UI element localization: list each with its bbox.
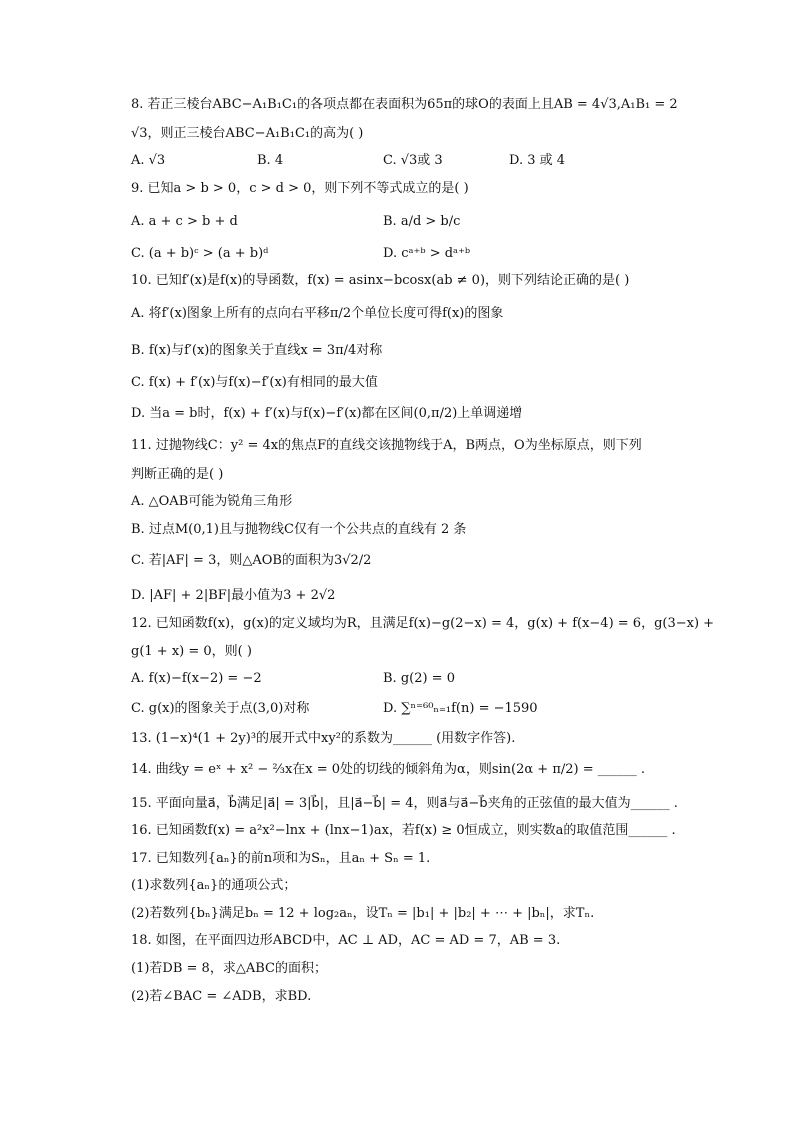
q11-stem-line2: 判断正确的是( ) xyxy=(131,467,224,482)
q12-option-b: B. g(2) = 0 xyxy=(383,671,455,686)
q12-option-d: D. ∑ⁿ⁼⁶⁰ₙ₌₁f(n) = −1590 xyxy=(383,701,538,716)
q16-text: 16. 已知函数f(x) = a²x²−lnx + (lnx−1)ax，若f(x) ≥ 0恒成立，则实数a的取值范围______ . xyxy=(131,823,676,838)
q8-option-b: B. 4 xyxy=(257,153,284,168)
q12-stem-line1: 12. 已知函数f(x)，g(x)的定义域均为R，且满足f(x)−g(2−x) = 4，g(x) + f(x−4) = 6，g(3−x) + xyxy=(131,616,715,631)
q10-option-c: C. f(x) + f′(x)与f(x)−f′(x)有相同的最大值 xyxy=(131,375,378,390)
q14-text: 14. 曲线y = eˣ + x² − ⅔x在x = 0处的切线的倾斜角为α，则sin(2α + π/2) = ______ . xyxy=(131,762,646,777)
q12-option-a: A. f(x)−f(x−2) = −2 xyxy=(131,671,262,686)
q8-option-c: C. √3或 3 xyxy=(383,153,443,168)
q10-option-b: B. f(x)与f′(x)的图象关于直线x = 3π/4对称 xyxy=(131,343,383,358)
q11-option-d: D. |AF| + 2|BF|最小值为3 + 2√2 xyxy=(131,588,336,603)
q11-option-b: B. 过点M(0,1)且与抛物线C仅有一个公共点的直线有 2 条 xyxy=(131,522,467,537)
q12-stem-line2: g(1 + x) = 0，则( ) xyxy=(131,644,252,659)
q17-part-1: (1)求数列{aₙ}的通项公式； xyxy=(131,878,297,893)
q17-stem: 17. 已知数列{aₙ}的前n项和为Sₙ，且aₙ + Sₙ = 1. xyxy=(131,851,431,866)
q11-stem-line1: 11. 过抛物线C：y² = 4x的焦点F的直线交该抛物线于A，B两点，O为坐标原点，则下列 xyxy=(131,438,642,453)
q8-option-a: A. √3 xyxy=(131,153,166,168)
q18-stem: 18. 如图，在平面四边形ABCD中，AC ⊥ AD，AC = AD = 7，AB = 3. xyxy=(131,933,561,948)
q11-option-a: A. △OAB可能为锐角三角形 xyxy=(131,494,293,509)
q8-option-d: D. 3 或 4 xyxy=(509,153,566,168)
q9-option-a: A. a + c > b + d xyxy=(131,214,238,229)
q15-text: 15. 平面向量a⃗，b⃗满足|a⃗| = 3|b⃗|，且|a⃗−b⃗| = 4，则a⃗与a⃗−b⃗夹角的正弦值的最大值为______ . xyxy=(131,796,678,811)
q18-part-1: (1)若DB = 8，求△ABC的面积； xyxy=(131,961,327,976)
q11-option-c: C. 若|AF| = 3，则△AOB的面积为3√2/2 xyxy=(131,553,372,568)
q17-part-2: (2)若数列{bₙ}满足bₙ = 12 + log₂aₙ，设Tₙ = |b₁| + |b₂| + ⋯ + |bₙ|，求Tₙ. xyxy=(131,906,595,921)
q10-stem: 10. 已知f′(x)是f(x)的导函数，f(x) = asinx−bcosx(ab ≠ 0)，则下列结论正确的是( ) xyxy=(131,273,630,288)
q9-option-c: C. (a + b)ᶜ > (a + b)ᵈ xyxy=(131,246,269,261)
q8-stem-line1: 8. 若正三棱台ABC−A₁B₁C₁的各项点都在表面积为65π的球O的表面上且AB = 4√3,A₁B₁ = 2 xyxy=(131,97,678,112)
q10-option-a: A. 将f′(x)图象上所有的点向右平移π/2个单位长度可得f(x)的图象 xyxy=(131,306,504,321)
q10-option-d: D. 当a = b时，f(x) + f′(x)与f(x)−f′(x)都在区间(0,π/2)上单调递增 xyxy=(131,406,523,421)
q13-text: 13. (1−x)⁴(1 + 2y)³的展开式中xy²的系数为______ (用数字作答). xyxy=(131,731,516,746)
q8-stem-line2: √3，则正三棱台ABC−A₁B₁C₁的高为( ) xyxy=(131,126,364,141)
q9-option-b: B. a/d > b/c xyxy=(383,214,461,229)
q12-option-c: C. g(x)的图象关于点(3,0)对称 xyxy=(131,701,310,716)
q9-option-d: D. cᵃ⁺ᵇ > dᵃ⁺ᵇ xyxy=(383,246,471,261)
q18-part-2: (2)若∠BAC = ∠ADB，求BD. xyxy=(131,989,312,1004)
q9-stem: 9. 已知a > b > 0，c > d > 0，则下列不等式成立的是( ) xyxy=(131,181,469,196)
